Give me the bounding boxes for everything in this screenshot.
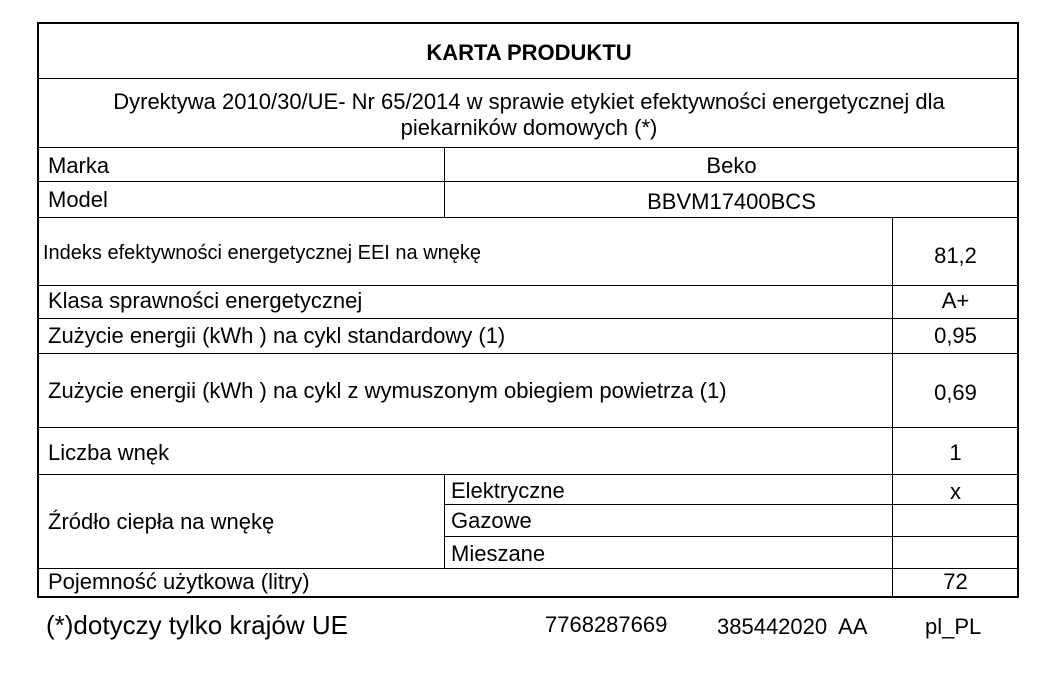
energy-class-label: Klasa sprawności energetycznej [48,288,363,313]
cavities-value: 1 [949,440,962,465]
brand-label: Marka [48,153,110,178]
eei-label: Indeks efektywności energetycznej EEI na wnękę [43,242,482,264]
footer-code-2: 385442020 AA [717,614,868,639]
model-value: BBVM17400BCS [647,189,816,214]
forced-air-cycle-label: Zużycie energii (kWh ) na cykl z wymuszonym obiegiem powietrza (1) [48,378,727,403]
standard-cycle-value: 0,95 [934,323,977,348]
footer-code-1: 7768287669 [545,612,668,637]
heat-source-mixed: Mieszane [451,541,546,566]
product-card [37,22,1019,598]
standard-cycle-label: Zużycie energii (kWh ) na cykl standardowy (1) [48,323,506,348]
directive-line-1: Dyrektywa 2010/30/UE- Nr 65/2014 w sprawie etykiet efektywności energetycznej dla [113,89,945,114]
brand-value: Beko [706,153,757,178]
eei-value: 81,2 [934,243,977,268]
forced-air-cycle-value: 0,69 [934,380,977,405]
heat-source-label: Źródło ciepła na wnękę [48,509,275,534]
heat-source-electric: Elektryczne [451,478,565,503]
model-label: Model [48,187,108,212]
directive-line-2: piekarników domowych (*) [400,115,658,140]
energy-class-value: A+ [941,288,970,313]
capacity-value: 72 [943,569,968,594]
card-title: KARTA PRODUKTU [426,40,632,65]
heat-source-gas: Gazowe [451,508,532,533]
capacity-label: Pojemność użytkowa (litry) [48,569,310,594]
heat-source-electric-mark: x [950,479,961,504]
footer-note: (*)dotyczy tylko krajów UE [46,610,348,640]
footer-locale: pl_PL [925,614,982,639]
cavities-label: Liczba wnęk [48,440,170,465]
